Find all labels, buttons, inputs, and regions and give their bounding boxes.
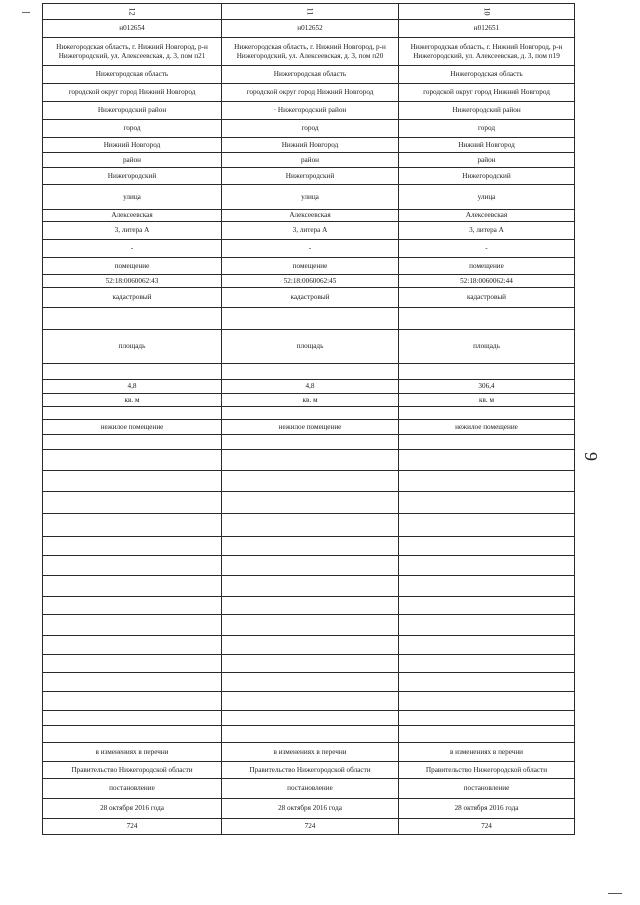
row-settlement-type (43, 120, 575, 138)
table-cell (43, 435, 222, 450)
cell-text: район (300, 155, 320, 164)
table-cell (222, 435, 399, 450)
cell-text: кв. м (302, 395, 318, 404)
table-cell (43, 275, 222, 288)
table-cell (43, 308, 222, 330)
row-district (43, 102, 575, 120)
cell-text: 4,8 (305, 382, 315, 390)
table-cell (399, 576, 575, 597)
table-cell (222, 308, 399, 330)
table-cell (399, 330, 575, 364)
row-doc-date (43, 799, 575, 819)
row-empty (43, 556, 575, 576)
row-empty (43, 576, 575, 597)
table-cell (43, 20, 222, 38)
table-cell (222, 743, 399, 762)
cell-text: Нижегородский (462, 171, 511, 180)
table-cell (43, 288, 222, 308)
table-cell (222, 556, 399, 576)
table-cell (43, 102, 222, 120)
table-cell (43, 799, 222, 819)
cell-text: Нижний Новгород (458, 140, 515, 149)
cell-text: - (130, 244, 134, 252)
row-address (43, 38, 575, 66)
row-empty (43, 726, 575, 743)
table-cell (43, 514, 222, 537)
row-empty (43, 636, 575, 655)
table-cell (43, 576, 222, 597)
cell-text: район (122, 155, 142, 164)
cell-text: 52:18:0060062:43 (105, 276, 159, 285)
table-cell (399, 240, 575, 258)
cell-text: город (478, 124, 495, 132)
cell-text: кадастровый (112, 293, 152, 301)
table-cell (222, 210, 399, 222)
cell-text: · Нижегородский район (273, 106, 347, 114)
table-cell (222, 471, 399, 492)
column-number: 10 (482, 7, 491, 15)
table-cell (43, 222, 222, 240)
cell-text: Нижегородский район (97, 106, 167, 114)
row-municipality (43, 84, 575, 102)
table-cell (43, 420, 222, 435)
row-empty (43, 308, 575, 330)
row-object-type (43, 258, 575, 275)
cell-text: н012654 (119, 24, 145, 32)
cell-text: постановление (287, 784, 333, 792)
table-cell (399, 655, 575, 673)
table-cell (399, 420, 575, 435)
table-cell (222, 168, 399, 185)
row-empty (43, 673, 575, 692)
cell-text: Нижегородская область, г. Нижний Новгород, р-н Нижегородский, ул. Алексеевская, д. 3, пом п21 (56, 42, 208, 60)
row-city-district (43, 168, 575, 185)
cell-text: Нижегородский (285, 171, 335, 180)
table-cell (399, 394, 575, 407)
table-cell (222, 364, 399, 380)
row-purpose (43, 420, 575, 435)
cell-text: улица (123, 192, 141, 201)
table-cell (399, 38, 575, 66)
table-cell (222, 655, 399, 673)
table-cell (43, 84, 222, 102)
table-cell (222, 779, 399, 799)
cell-text: городской округ город Нижний Новгород (246, 88, 374, 96)
table-cell (222, 275, 399, 288)
row-characteristic (43, 330, 575, 364)
cell-text: 724 (481, 822, 492, 830)
table-cell (399, 692, 575, 711)
table-cell (43, 138, 222, 153)
table-cell (43, 66, 222, 84)
cell-text: улица (301, 192, 319, 201)
table-cell (222, 4, 399, 20)
table-cell (43, 673, 222, 692)
table-cell (399, 556, 575, 576)
table-cell (399, 799, 575, 819)
cell-text: 306,4 (478, 382, 495, 390)
row-empty (43, 492, 575, 514)
row-region (43, 66, 575, 84)
cell-text: 28 октября 2016 года (454, 804, 519, 812)
row-change-note (43, 743, 575, 762)
cell-text: кадастровый (290, 293, 330, 301)
registry-table (42, 3, 575, 835)
cell-text: кв. м (124, 395, 140, 404)
cell-text: постановление (463, 784, 510, 792)
cell-text: Нижний Новгород (103, 140, 161, 149)
cell-text: площадь (118, 342, 146, 350)
table-cell (222, 84, 399, 102)
cell-text: - (485, 244, 488, 252)
row-number-type (43, 288, 575, 308)
table-cell (43, 380, 222, 394)
cell-text: нежилое помещение (455, 422, 518, 431)
table-cell (399, 636, 575, 655)
table-cell (399, 288, 575, 308)
table-cell (399, 364, 575, 380)
cell-text: нежилое помещение (278, 422, 342, 431)
table-cell (43, 597, 222, 615)
cell-text: в изменениях в перечни (273, 747, 347, 756)
cell-text: помещение (114, 261, 150, 270)
table-cell (43, 471, 222, 492)
table-cell (222, 692, 399, 711)
row-empty (43, 597, 575, 615)
cell-text: Нижегородский (107, 171, 157, 180)
cell-text: Алексеевская (289, 211, 331, 219)
row-reg-number (43, 20, 575, 38)
table-cell (222, 222, 399, 240)
table-cell (399, 597, 575, 615)
table-cell (222, 407, 399, 420)
row-empty (43, 537, 575, 556)
cell-text: городской округ город Нижний Новгород (423, 88, 550, 96)
table-cell (43, 38, 222, 66)
cell-text: город (123, 124, 141, 132)
table-cell (222, 762, 399, 779)
row-value (43, 380, 575, 394)
table-cell (222, 819, 399, 835)
table-cell (43, 537, 222, 556)
table-cell (399, 726, 575, 743)
cell-text: - (308, 244, 312, 252)
row-empty (43, 407, 575, 420)
table-cell (399, 138, 575, 153)
row-cadastral-number (43, 275, 575, 288)
table-cell (222, 138, 399, 153)
table-cell (222, 258, 399, 275)
cell-text: 28 октября 2016 года (278, 804, 342, 812)
row-empty (43, 615, 575, 636)
table-cell (43, 726, 222, 743)
table-cell (399, 819, 575, 835)
row-index (43, 4, 575, 20)
table-cell (43, 655, 222, 673)
table-cell (43, 168, 222, 185)
table-cell (43, 394, 222, 407)
cell-text: помещение (469, 261, 504, 270)
row-empty (43, 655, 575, 673)
row-street (43, 210, 575, 222)
table-cell (399, 84, 575, 102)
table-cell (222, 394, 399, 407)
row-empty (43, 450, 575, 471)
table-cell (399, 168, 575, 185)
table-cell (43, 779, 222, 799)
cell-text: район (477, 155, 496, 164)
table-cell (399, 615, 575, 636)
table-cell (222, 240, 399, 258)
table-cell (399, 537, 575, 556)
table-cell (43, 615, 222, 636)
table-cell (222, 380, 399, 394)
table-cell (399, 275, 575, 288)
row-unit (43, 394, 575, 407)
table-cell (43, 240, 222, 258)
table-cell (222, 185, 399, 210)
table-cell (399, 380, 575, 394)
cell-text: 3, литера А (114, 226, 150, 234)
table-cell (222, 20, 399, 38)
table-cell (43, 364, 222, 380)
cell-text: нежилое помещение (100, 422, 164, 431)
cell-text: 52:18:0060062:45 (283, 276, 337, 285)
table-cell (399, 450, 575, 471)
row-doc-type (43, 779, 575, 799)
row-empty (43, 692, 575, 711)
table-cell (399, 514, 575, 537)
table-cell (43, 711, 222, 726)
row-empty (43, 471, 575, 492)
cell-text: площадь (296, 342, 324, 350)
cell-text: Алексеевская (465, 211, 508, 219)
table-cell (222, 38, 399, 66)
table-cell (399, 258, 575, 275)
table-cell (222, 288, 399, 308)
table-cell (43, 407, 222, 420)
cell-text: городской округ город Нижний Новгород (68, 88, 196, 96)
cell-text: площадь (473, 342, 500, 350)
row-house (43, 222, 575, 240)
table-cell (43, 153, 222, 168)
cell-text: кв. м (478, 395, 495, 404)
scan-mark (608, 893, 622, 894)
cell-text: Нижегородская область (273, 70, 347, 78)
row-city-district-type (43, 153, 575, 168)
row-empty (43, 364, 575, 380)
table-cell (399, 407, 575, 420)
row-doc-number (43, 819, 575, 835)
table-cell (43, 185, 222, 210)
table-cell (222, 799, 399, 819)
table-cell (43, 4, 222, 20)
table-cell (399, 308, 575, 330)
cell-text: Нижегородская область, г. Нижний Новгород, р-н Нижегородский, ул. Алексеевская, д. 3, пом п19 (410, 42, 563, 60)
table-cell (222, 102, 399, 120)
table-cell (43, 210, 222, 222)
row-authority (43, 762, 575, 779)
table-cell (399, 222, 575, 240)
cell-text: 52:18:0060062:44 (460, 276, 513, 285)
table-cell (399, 4, 575, 20)
table-cell (222, 636, 399, 655)
table-cell (43, 692, 222, 711)
cell-text: город (301, 124, 319, 132)
page-number: 9 (581, 452, 601, 461)
table-cell (222, 673, 399, 692)
table-cell (399, 210, 575, 222)
cell-text: Правительство Нижегородской области (425, 765, 548, 774)
row-dash (43, 240, 575, 258)
cell-text: в изменениях в перечни (449, 747, 524, 756)
table-cell (222, 492, 399, 514)
table-cell (399, 492, 575, 514)
row-settlement (43, 138, 575, 153)
table-cell (43, 743, 222, 762)
table-cell (222, 66, 399, 84)
table-cell (43, 258, 222, 275)
table-cell (399, 102, 575, 120)
cell-text: Нижний Новгород (281, 140, 339, 149)
table-cell (43, 492, 222, 514)
table-cell (399, 153, 575, 168)
table-cell (399, 20, 575, 38)
table-cell (399, 779, 575, 799)
cell-text: 3, литера А (469, 226, 504, 234)
cell-text: 4,8 (127, 382, 137, 390)
table-cell (222, 330, 399, 364)
cell-text: помещение (292, 261, 328, 270)
table-cell (222, 576, 399, 597)
cell-text: в изменениях в перечни (95, 747, 169, 756)
table-cell (43, 762, 222, 779)
cell-text: 28 октября 2016 года (100, 804, 164, 812)
table-cell (399, 711, 575, 726)
row-empty (43, 435, 575, 450)
table-cell (222, 615, 399, 636)
table-cell (399, 762, 575, 779)
table-cell (43, 330, 222, 364)
table-cell (222, 726, 399, 743)
table-cell (43, 556, 222, 576)
cell-text: улица (477, 192, 496, 201)
column-number: 11 (305, 7, 315, 15)
table-cell (399, 673, 575, 692)
cell-text: Нижегородская область (95, 70, 169, 78)
row-empty (43, 514, 575, 537)
cell-text: 724 (304, 822, 316, 830)
table-cell (399, 120, 575, 138)
row-empty (43, 711, 575, 726)
cell-text: Нижегородская область, г. Нижний Новгород, р-н Нижегородский, ул. Алексеевская, д. 3, пом п20 (234, 42, 386, 60)
table-cell (399, 66, 575, 84)
cell-text: Правительство Нижегородской области (71, 765, 193, 774)
cell-text: постановление (109, 784, 155, 792)
cell-text: Нижегородская область (450, 70, 523, 78)
table-cell (43, 819, 222, 835)
table-cell (222, 420, 399, 435)
table-cell (222, 711, 399, 726)
cell-text: Правительство Нижегородской области (249, 765, 371, 774)
table-cell (43, 450, 222, 471)
table-cell (222, 537, 399, 556)
cell-text: н012652 (297, 24, 323, 32)
table-cell (399, 743, 575, 762)
table-cell (222, 514, 399, 537)
row-street-type (43, 185, 575, 210)
cell-text: н012651 (473, 24, 500, 32)
column-number: 12 (127, 7, 137, 15)
cell-text: 724 (126, 822, 138, 830)
table-cell (43, 120, 222, 138)
table-cell (222, 153, 399, 168)
scan-mark (22, 12, 30, 13)
cell-text: кадастровый (466, 293, 507, 301)
cell-text: Нижегородский район (452, 106, 521, 114)
cell-text: 3, литера А (292, 226, 328, 234)
cell-text: Алексеевская (111, 211, 153, 219)
table-cell (399, 471, 575, 492)
table-cell (399, 185, 575, 210)
table-cell (399, 435, 575, 450)
table-cell (222, 120, 399, 138)
table-cell (43, 636, 222, 655)
table-cell (222, 597, 399, 615)
table-cell (222, 450, 399, 471)
